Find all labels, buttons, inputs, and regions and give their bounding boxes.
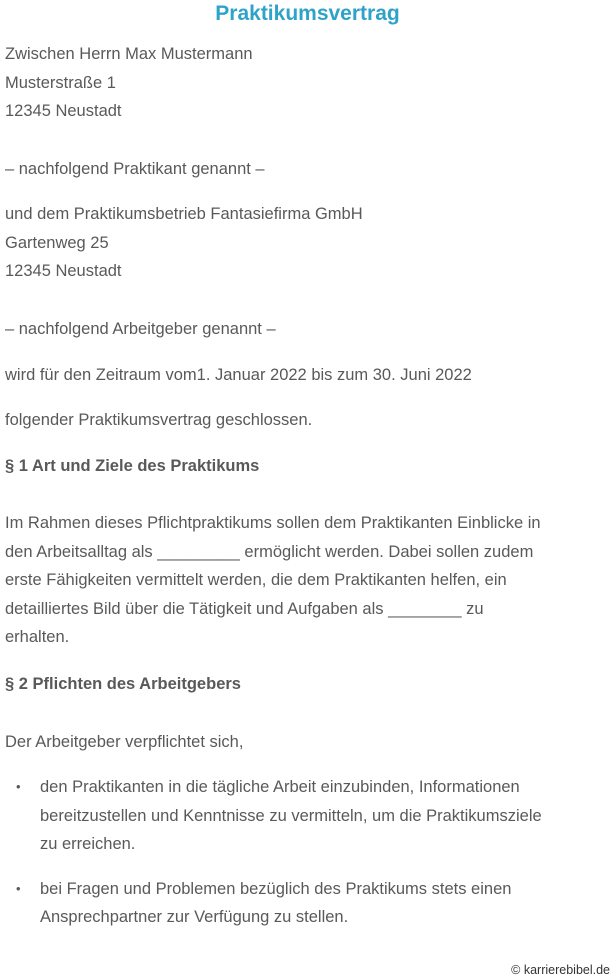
intern-address-block — [5, 40, 605, 126]
document-title: Praktikumsvertrag — [215, 2, 400, 25]
list-item-line: zu erreichen. — [40, 835, 136, 853]
intern-street: Musterstraße 1 — [5, 73, 116, 92]
copyright-footer: © karrierebibel.de — [511, 963, 610, 977]
list-item — [0, 773, 610, 859]
employer-city: 12345 Neustadt — [5, 262, 122, 280]
list-item-line: bei Fragen und Problemen bezüglich des Praktikums stets einen — [40, 879, 512, 898]
employer-street: Gartenweg 25 — [5, 233, 109, 252]
section1-paragraph — [5, 509, 607, 652]
employer-designation — [5, 315, 605, 344]
list-item-line: bereitzustellen und Kenntnisse zu vermitteln, um die Praktikumsziele — [40, 806, 542, 825]
section1-heading: § 1 Art und Ziele des Praktikums — [5, 457, 260, 475]
intern-name: Zwischen Herrn Max Mustermann — [5, 45, 253, 63]
section2-heading: § 2 Pflichten des Arbeitgebers — [5, 675, 241, 693]
list-item-line: Ansprechpartner zur Verfügung zu stellen. — [40, 908, 349, 926]
section1-line: erhalten. — [5, 628, 70, 646]
section2-intro-text: Der Arbeitgeber verpflichtet sich, — [5, 733, 244, 751]
period-paragraph — [5, 361, 605, 390]
obligations-list — [0, 773, 610, 932]
section2-intro — [5, 728, 605, 757]
section1-line: Im Rahmen dieses Pflichtpraktikums sollen dem Praktikanten Einblicke in — [5, 514, 541, 532]
closing-paragraph — [5, 406, 605, 435]
bullet-icon: • — [16, 779, 21, 794]
intern-designation — [5, 155, 605, 184]
section1-line: detailliertes Bild über die Tätigkeit und Aufgaben als ________ zu — [5, 599, 484, 618]
list-item-line: den Praktikanten in die tägliche Arbeit einzubinden, Informationen — [40, 778, 520, 796]
period-text: wird für den Zeitraum vom1. Januar 2022 bis zum 30. Juni 2022 — [5, 366, 472, 384]
intern-designation-text: – nachfolgend Praktikant genannt – — [5, 160, 265, 178]
section1-line: erste Fähigkeiten vermittelt werden, die dem Praktikanten helfen, ein — [5, 571, 507, 589]
employer-address-block — [5, 200, 605, 286]
closing-text: folgender Praktikumsvertrag geschlossen. — [5, 411, 313, 429]
list-item — [0, 875, 610, 932]
employer-designation-text: – nachfolgend Arbeitgeber genannt – — [5, 320, 276, 338]
intern-city: 12345 Neustadt — [5, 102, 122, 120]
bullet-icon: • — [16, 880, 21, 896]
employer-name: und dem Praktikumsbetrieb Fantasiefirma GmbH — [5, 205, 363, 223]
section1-line: den Arbeitsalltag als _________ ermöglicht werden. Dabei sollen zudem — [5, 542, 534, 561]
